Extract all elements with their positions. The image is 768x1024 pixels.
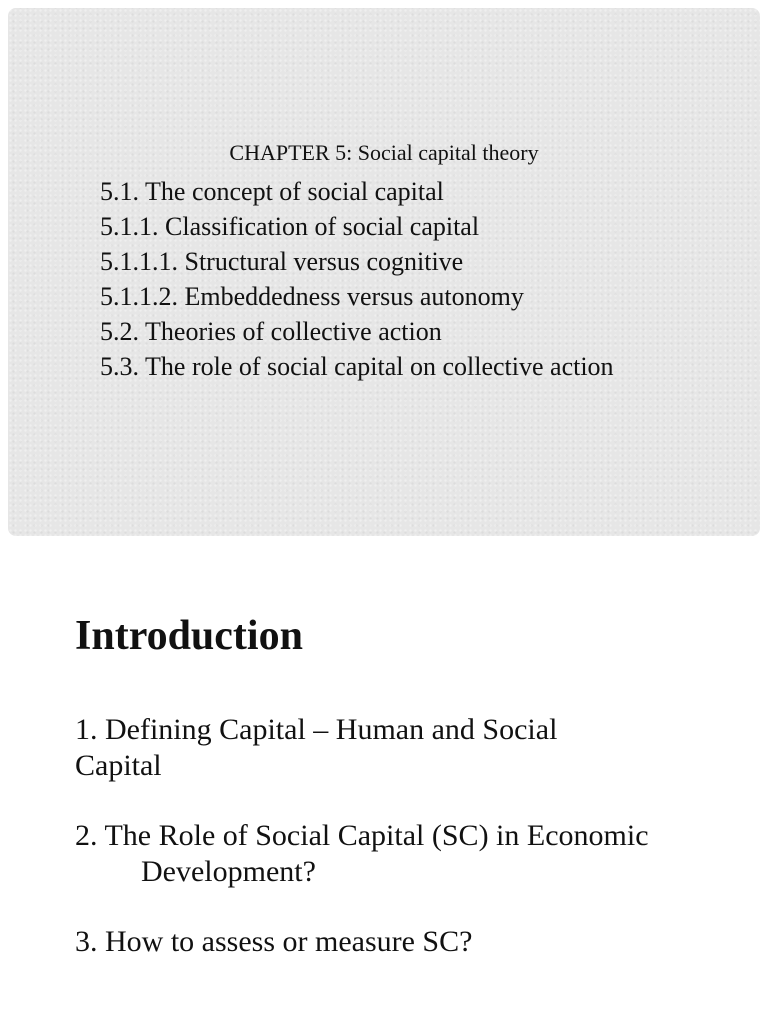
toc-item: 5.1. The concept of social capital [100, 177, 444, 206]
intro-item-defining-capital: 1. Defining Capital – Human and Social Capital [75, 713, 558, 782]
toc-item: 5.1.1.2. Embeddedness versus autonomy [100, 282, 524, 311]
introduction-heading: Introduction [75, 613, 303, 659]
intro-item-role-of-sc-line2: Development? [141, 855, 316, 888]
chapter-title: CHAPTER 5: Social capital theory [229, 140, 539, 165]
toc-item: 5.2. Theories of collective action [100, 317, 442, 346]
intro-item-role-of-sc [75, 818, 715, 890]
toc-item: 5.1.1.1. Structural versus cognitive [100, 247, 464, 276]
toc-item: 5.3. The role of social capital on collective action [100, 352, 614, 381]
toc-item: 5.1.1. Classification of social capital [100, 212, 480, 241]
intro-item-measure-sc: 3. How to assess or measure SC? [75, 925, 473, 958]
table-of-contents [100, 174, 614, 384]
intro-item-role-of-sc-line1: 2. The Role of Social Capital (SC) in Economic [75, 819, 649, 852]
chapter-slide [8, 8, 760, 536]
